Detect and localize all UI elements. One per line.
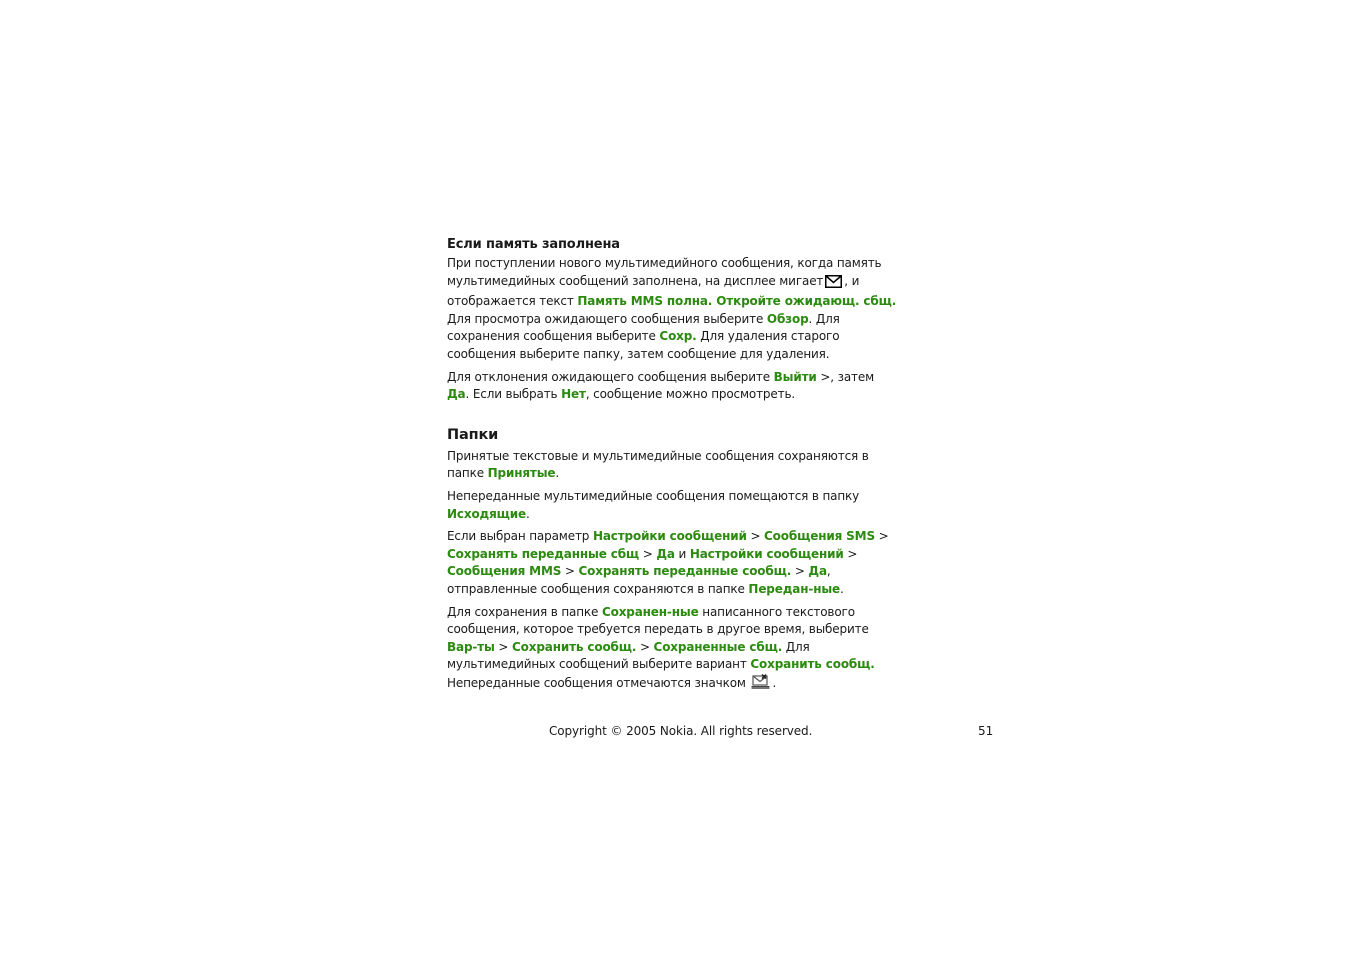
text: . [772,675,777,690]
ui-term: Обзор [766,311,809,326]
paragraph-reject [447,369,899,404]
text: написанного текстового сообщения, которое требуется передать в другое время, выберите [447,604,869,637]
ui-term: Вар-ты [447,639,495,654]
page-content [447,236,899,700]
separator: > [878,529,889,544]
ui-term: Нет [561,387,586,402]
text: . [840,581,844,596]
text: . [526,506,530,521]
ui-term: Сохраненные сбщ. [653,639,783,654]
separator: > [564,564,575,579]
ui-term: Да [656,546,675,561]
footer-copyright: Copyright © 2005 Nokia. All rights reserved. [549,724,813,738]
separator: > [498,639,509,654]
envelope-icon [825,275,842,294]
separator: > [847,546,858,561]
section-title-memory-full: Если память заполнена [447,237,620,252]
ui-term: Исходящие [447,506,526,521]
text: , сообщение можно просмотреть. [585,387,796,402]
ui-term: Выйти [773,369,817,384]
separator: > [794,564,805,579]
ui-term: Принятые [487,466,556,481]
section-title-folders: Папки [447,426,499,443]
paragraph-outbox [447,488,899,523]
paragraph-saved-items [447,604,899,696]
text: Для сохранения в папке [447,604,599,619]
ui-term: Да [447,387,466,402]
ui-term: Настройки сообщений [689,546,844,561]
text: Для просмотра ожидающего сообщения выберите [447,311,764,326]
ui-term: Сохр. [659,329,697,344]
ui-term: Сообщения SMS [764,529,875,544]
ui-term: Настройки сообщений [592,529,747,544]
paragraph-sent-items [447,528,899,598]
ui-term: Сохранять переданные сбщ [447,546,640,561]
section-spacer [447,409,899,425]
page-number: 51 [978,724,994,738]
unsent-message-icon [751,674,770,696]
ui-term: Сообщения MMS [447,564,562,579]
ui-term: Сохранить сообщ. [511,639,637,654]
ui-term: Передан-ные [748,581,841,596]
separator: > [642,546,653,561]
ui-term: Да [808,564,827,579]
separator: > [750,529,761,544]
paragraph-view-save [447,311,899,364]
text: Если выбран параметр [447,529,590,544]
text: При поступлении нового мультимедийного сообщения, когда память мультимедийных сообщений заполнена, на дисплее мигает [447,256,882,288]
text: Принятые текстовые и мультимедийные сообщения сохраняются в папке [447,448,869,481]
text: . Если выбрать [465,387,558,402]
text: Для удаления старого сообщения выберите папку, затем сообщение для удаления. [447,329,840,361]
text: , отправленные сообщения сохраняются в папке [447,564,831,596]
text: Для отклонения ожидающего сообщения выберите [447,369,770,384]
ui-term: Сохранять переданные сообщ. [578,564,792,579]
text: и [678,546,687,561]
text: , и отображается текст [447,273,860,309]
paragraph-memory-full-notice [447,255,899,311]
text: >, затем [820,369,875,384]
text: . Для сохранения сообщения выберите [447,311,840,344]
ui-term: Сохранен-ные [601,604,699,619]
text: Непереданные сообщения отмечаются значком [447,675,746,690]
text: Для мультимедийных сообщений выберите вариант [447,639,810,672]
paragraph-inbox [447,448,899,483]
ui-term: Память MMS полна. Откройте ожидающ. сбщ. [577,294,897,309]
separator: > [639,639,650,654]
ui-term: Сохранить сообщ. [750,657,875,672]
text: . [555,466,560,481]
text: Непереданные мультимедийные сообщения помещаются в папку [447,488,860,503]
